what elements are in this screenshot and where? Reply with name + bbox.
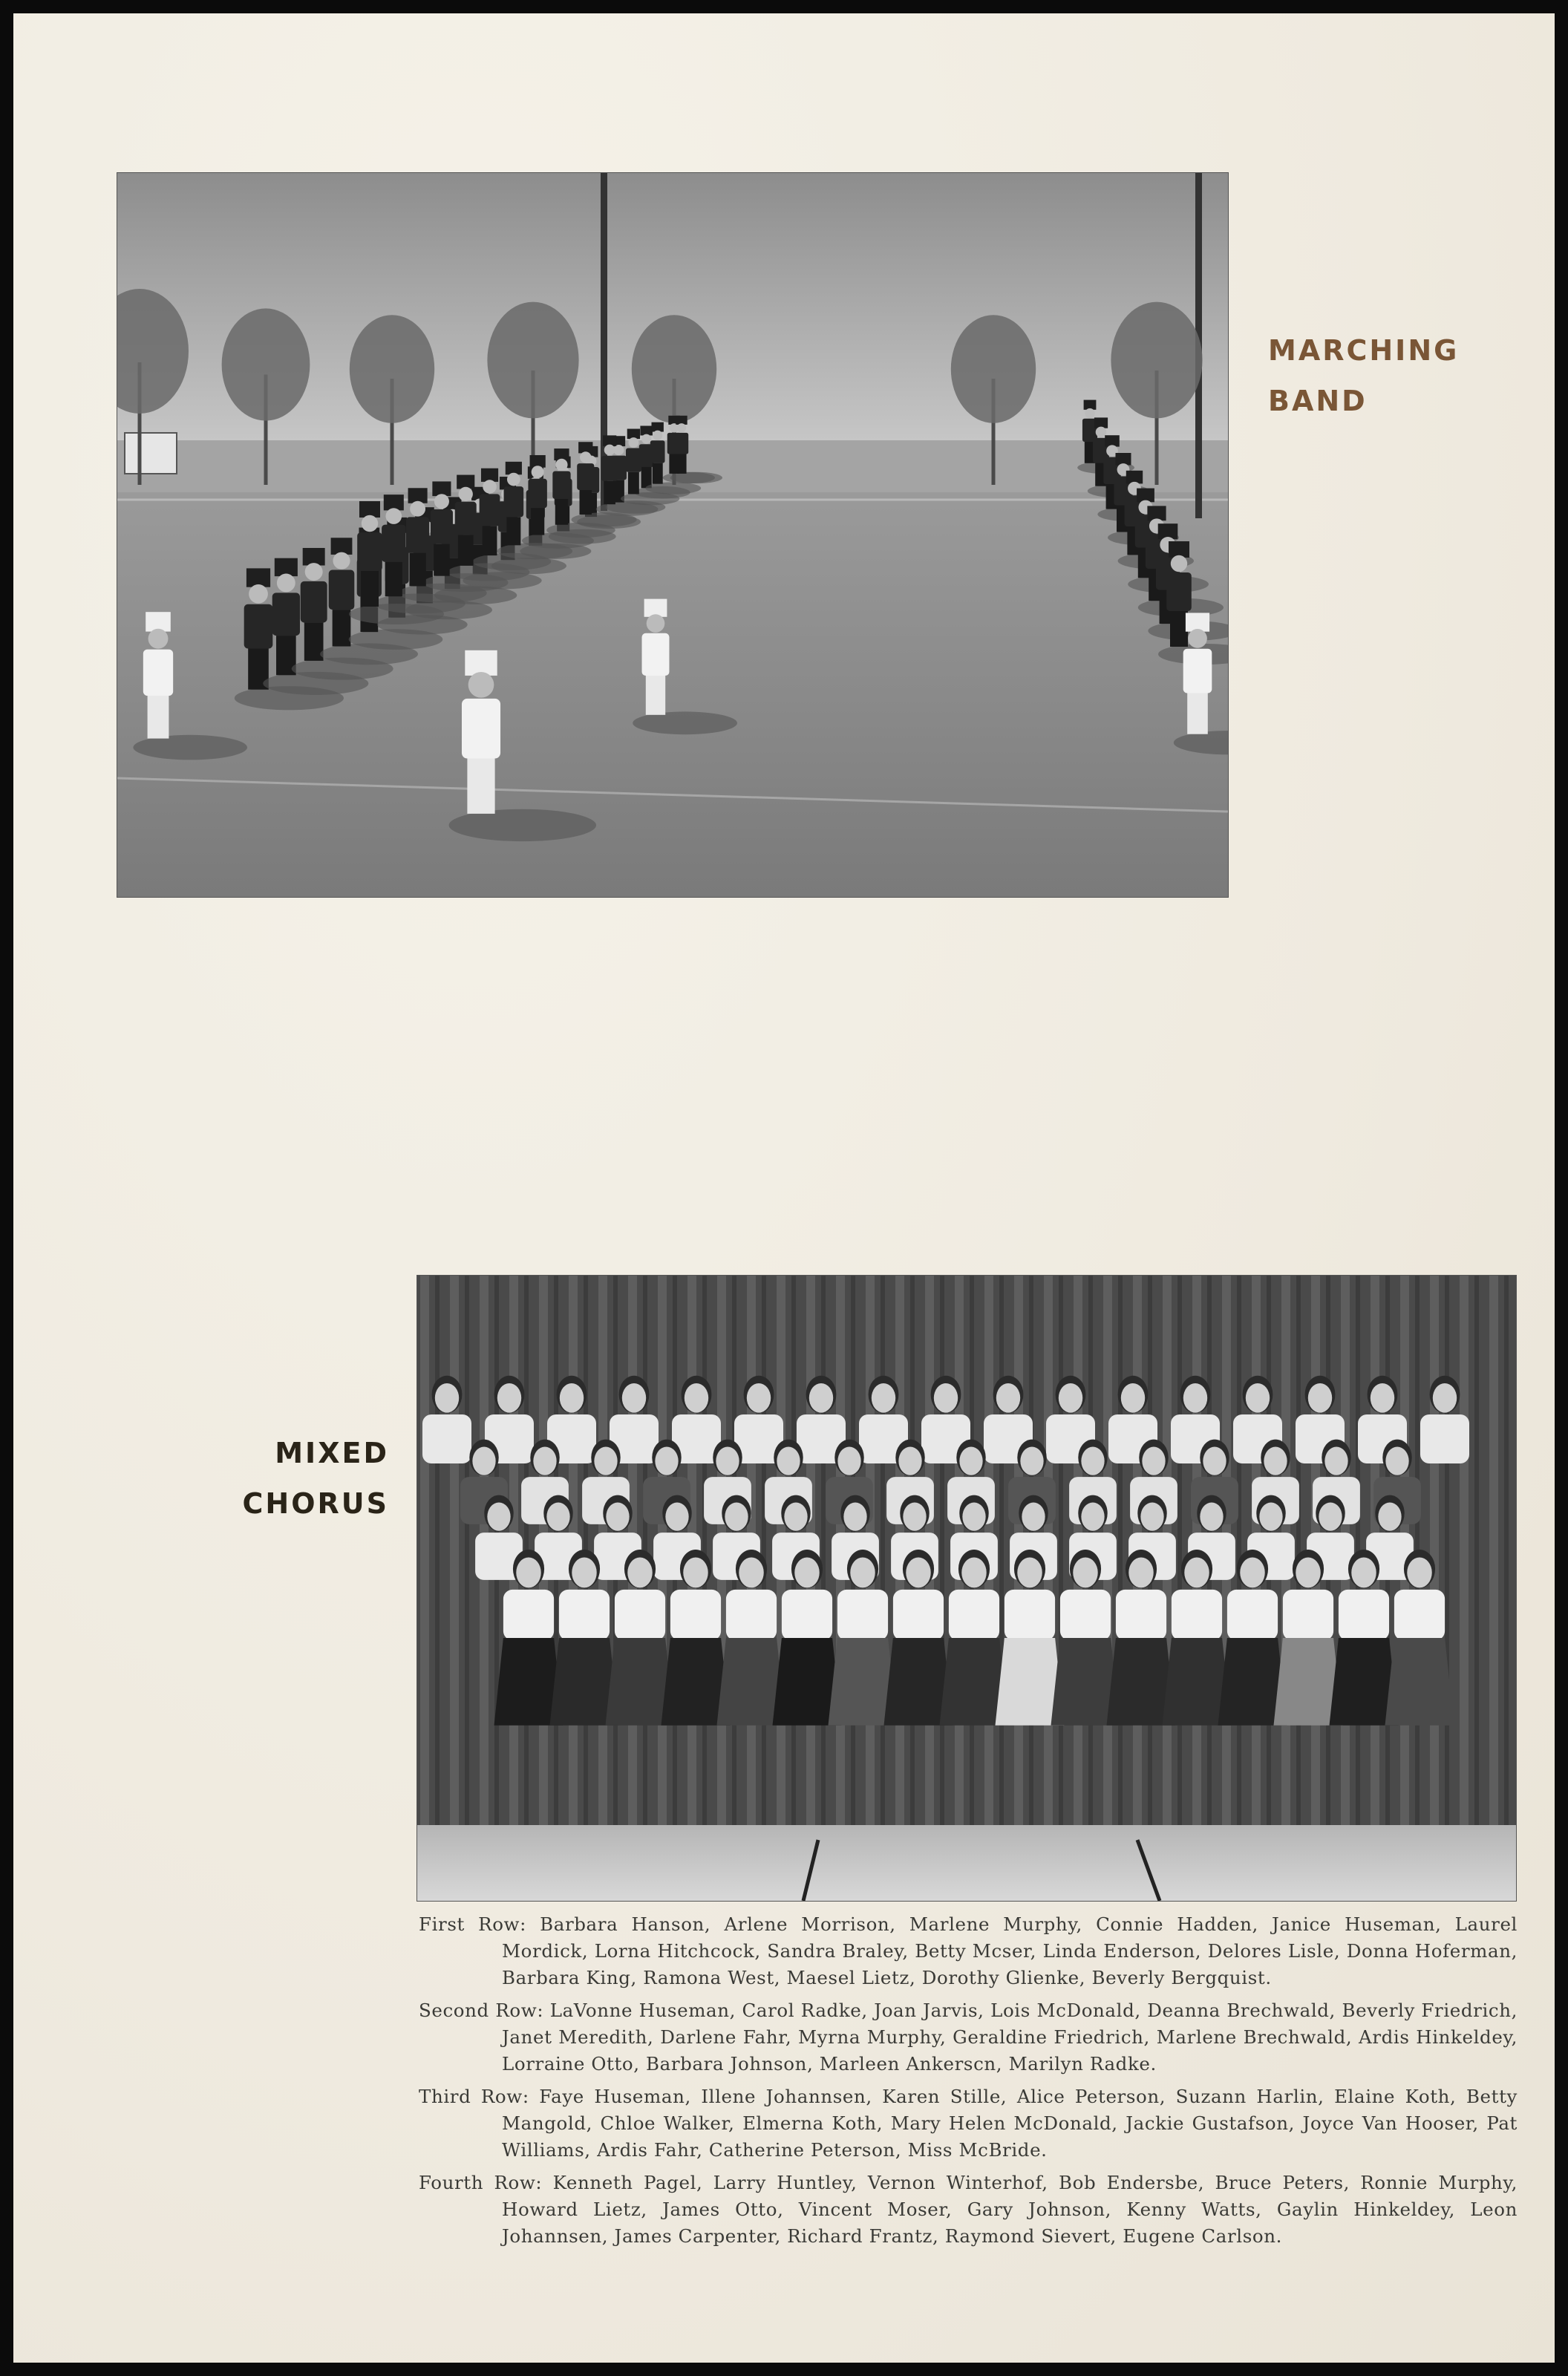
marching-band-heading-line2: BAND [1268,385,1368,417]
caption-row-names: Kenneth Pagel, Larry Huntley, Vernon Winterhof, Bob Endersbe, Bruce Peters, Ronnie Murphy, Howard Lietz, James Otto, Vincent Moser, Gary Johnson, Kenny Watts, Gaylin Hinkeldey, Leon Johannsen, James Carpenter, Richard Frantz, Raymond Sievert, Eugene Carlson. [502,2172,1518,2247]
marching-band-heading [1268,325,1459,426]
mixed-chorus-heading-line1: MIXED [275,1437,389,1469]
caption-row-label: Second Row: [419,2000,550,2021]
caption-row-label: Third Row: [419,2086,540,2107]
marching-band-heading-line1: MARCHING [1268,334,1460,367]
caption-row [419,2170,1518,2250]
marching-band-image [117,173,1228,897]
caption-row-names: LaVonne Huseman, Carol Radke, Joan Jarvis, Lois McDonald, Deanna Brechwald, Beverly Friedrich, Janet Meredith, Darlene Fahr, Myrna Murphy, Geraldine Friedrich, Marlene Brechwald, Ardis Hinkeldey, Lorraine Otto, Barbara Johnson, Marleen Ankerscn, Marilyn Radke. [502,2000,1518,2075]
caption-row-label: First Row: [419,1913,540,1935]
caption-row-label: Fourth Row: [419,2172,553,2193]
caption-row-names: Barbara Hanson, Arlene Morrison, Marlene Murphy, Connie Hadden, Janice Huseman, Laurel Mordick, Lorna Hitchcock, Sandra Braley, Betty Mcser, Linda Enderson, Delores Lisle, Donna Hoferman, Barbara King, Ramona West, Maesel Lietz, Dorothy Glienke, Beverly Bergquist. [502,1913,1518,1988]
mixed-chorus-photo [417,1276,1516,1901]
caption-row [419,1997,1518,2078]
yearbook-page [13,13,1555,2363]
marching-band-photo [117,173,1228,897]
mixed-chorus-heading [236,1428,389,1529]
caption-row [419,2083,1518,2164]
mixed-chorus-image [417,1276,1516,1901]
caption-row-names: Faye Huseman, Illene Johannsen, Karen Stille, Alice Peterson, Suzann Harlin, Elaine Koth, Betty Mangold, Chloe Walker, Elmerna Koth, Mary Helen McDonald, Jackie Gustafson, Joyce Van Hooser, Pat Williams, Ardis Fahr, Catherine Peterson, Miss McBride. [502,2086,1518,2161]
mixed-chorus-heading-line2: CHORUS [242,1487,389,1520]
chorus-caption [419,1911,1518,2256]
caption-row [419,1911,1518,1991]
